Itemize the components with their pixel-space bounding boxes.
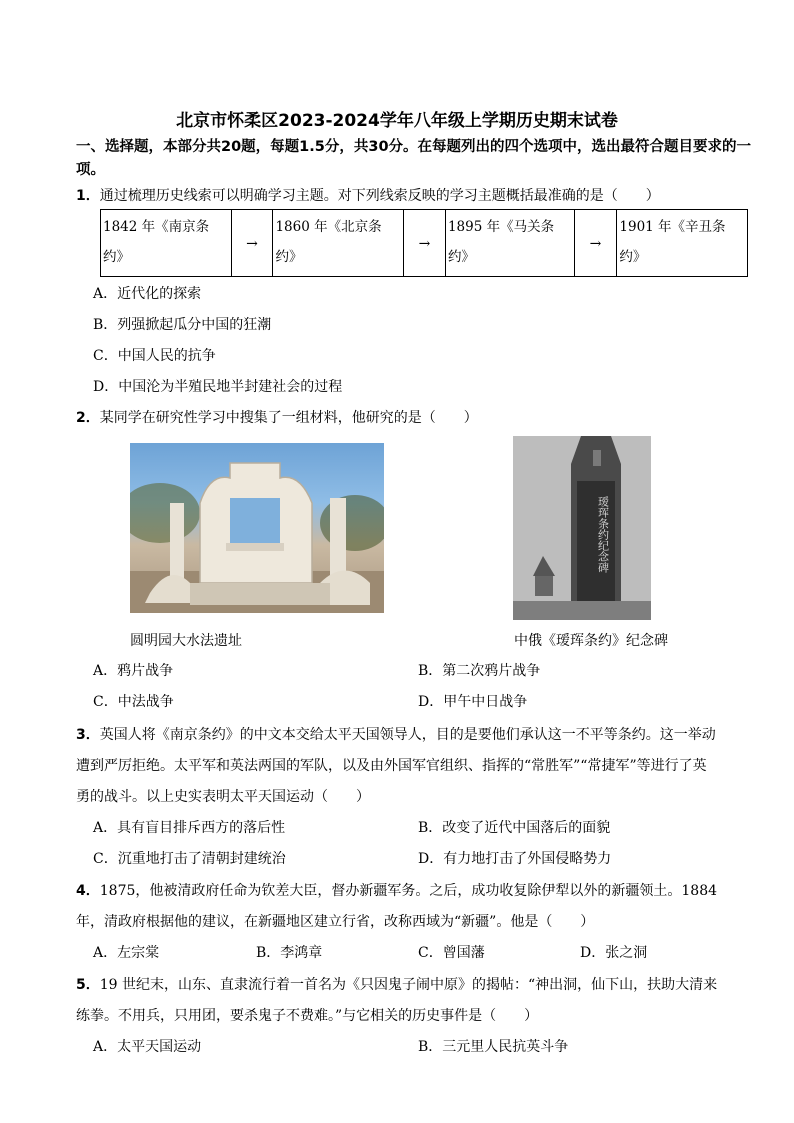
option-a[interactable]: A．近代化的探索 (93, 286, 202, 302)
option-b[interactable]: B．李鸿章 (256, 945, 323, 961)
question-stem: 19 世纪末，山东、直隶流行着一首名为《只因鬼子闹中原》的揭帖：“神出洞，仙下山，扶助大清来 (99, 977, 718, 993)
arrow-right-icon: → (404, 210, 446, 276)
timeline-item: 1842 年《南京条 约》 (101, 210, 232, 276)
question-stem-line: 勇的战斗。以上史实表明太平天国运动（ ） (76, 789, 370, 805)
question-stem: 英国人将《南京条约》的中文本交给太平天国领导人，目的是要他们承认这一不平等条约。这一举动 (99, 727, 716, 743)
caption-aigun-monument: 中俄《瑷珲条约》纪念碑 (514, 633, 668, 649)
option-d[interactable]: D．甲午中日战争 (418, 694, 528, 710)
option-a[interactable]: A．太平天国运动 (93, 1039, 202, 1055)
timeline-item: 1895 年《马关条 约》 (446, 210, 575, 276)
question-stem: 通过梳理历史线索可以明确学习主题。对下列线索反映的学习主题概括最准确的是（ ） (99, 188, 660, 204)
option-b[interactable]: B．第二次鸦片战争 (418, 663, 541, 679)
aigun-treaty-monument-photo (513, 436, 651, 620)
option-b[interactable]: B．列强掀起瓜分中国的狂潮 (93, 317, 272, 333)
question-number: 4． (76, 883, 100, 899)
question-stem: 某同学在研究性学习中搜集了一组材料，他研究的是（ ） (99, 410, 478, 426)
option-c[interactable]: C．中国人民的抗争 (93, 348, 216, 364)
question-stem: 1875，他被清政府任命为钦差大臣，督办新疆军务。之后，成功收复除伊犁以外的新疆领土。1884 (99, 883, 718, 899)
option-c[interactable]: C．中法战争 (93, 694, 174, 710)
option-b[interactable]: B．三元里人民抗英斗争 (418, 1039, 569, 1055)
option-b[interactable]: B．改变了近代中国落后的面貌 (418, 820, 611, 836)
question-number: 1． (76, 188, 100, 204)
question-1 (76, 186, 660, 206)
option-a[interactable]: A．左宗棠 (93, 945, 160, 961)
arrow-right-icon: → (575, 210, 618, 276)
caption-yuanmingyuan: 圆明园大水法遗址 (130, 633, 242, 649)
question-3 (76, 725, 716, 745)
option-d[interactable]: D．有力地打击了外国侵略势力 (418, 851, 612, 867)
question-5 (76, 975, 717, 995)
option-d[interactable]: D．中国沦为半殖民地半封建社会的过程 (93, 379, 343, 395)
treaty-timeline (100, 209, 748, 277)
question-4 (76, 881, 717, 901)
yuanmingyuan-ruins-photo (130, 443, 384, 613)
arrow-right-icon: → (232, 210, 274, 276)
timeline-item: 1901 年《辛丑条 约》 (619, 219, 726, 265)
option-d[interactable]: D．张之洞 (580, 945, 648, 961)
question-number: 2． (76, 410, 100, 426)
question-stem-line: 年，清政府根据他的建议，在新疆地区建立行省，改称西域为“新疆”。他是（ ） (76, 914, 595, 930)
question-number: 3． (76, 727, 100, 743)
option-c[interactable]: C．沉重地打击了清朝封建统治 (93, 851, 286, 867)
option-c[interactable]: C．曾国藩 (418, 945, 485, 961)
question-stem-line: 遭到严厉拒绝。太平军和英法两国的军队，以及由外国军官组织、指挥的“常胜军”“常捷军”等进行了英 (76, 758, 707, 774)
question-2 (76, 408, 478, 428)
stele-inscription: 瑷珲条约纪念碑 (596, 496, 610, 573)
question-stem-line: 练拳。不用兵，只用团，要杀鬼子不费难。”与它相关的历史事件是（ ） (76, 1008, 539, 1024)
exam-title: 北京市怀柔区2023-2024学年八年级上学期历史期末试卷 (176, 111, 618, 131)
timeline-item: 1860 年《北京条 约》 (273, 210, 404, 276)
question-number: 5． (76, 977, 100, 993)
option-a[interactable]: A．具有盲目排斥西方的落后性 (93, 820, 286, 836)
option-a[interactable]: A．鸦片战争 (93, 663, 174, 679)
section-heading: 一、选择题，本部分共20题，每题1.5分，共30分。在每题列出的四个选项中，选出最符合题目要求的一项。 (76, 139, 752, 178)
